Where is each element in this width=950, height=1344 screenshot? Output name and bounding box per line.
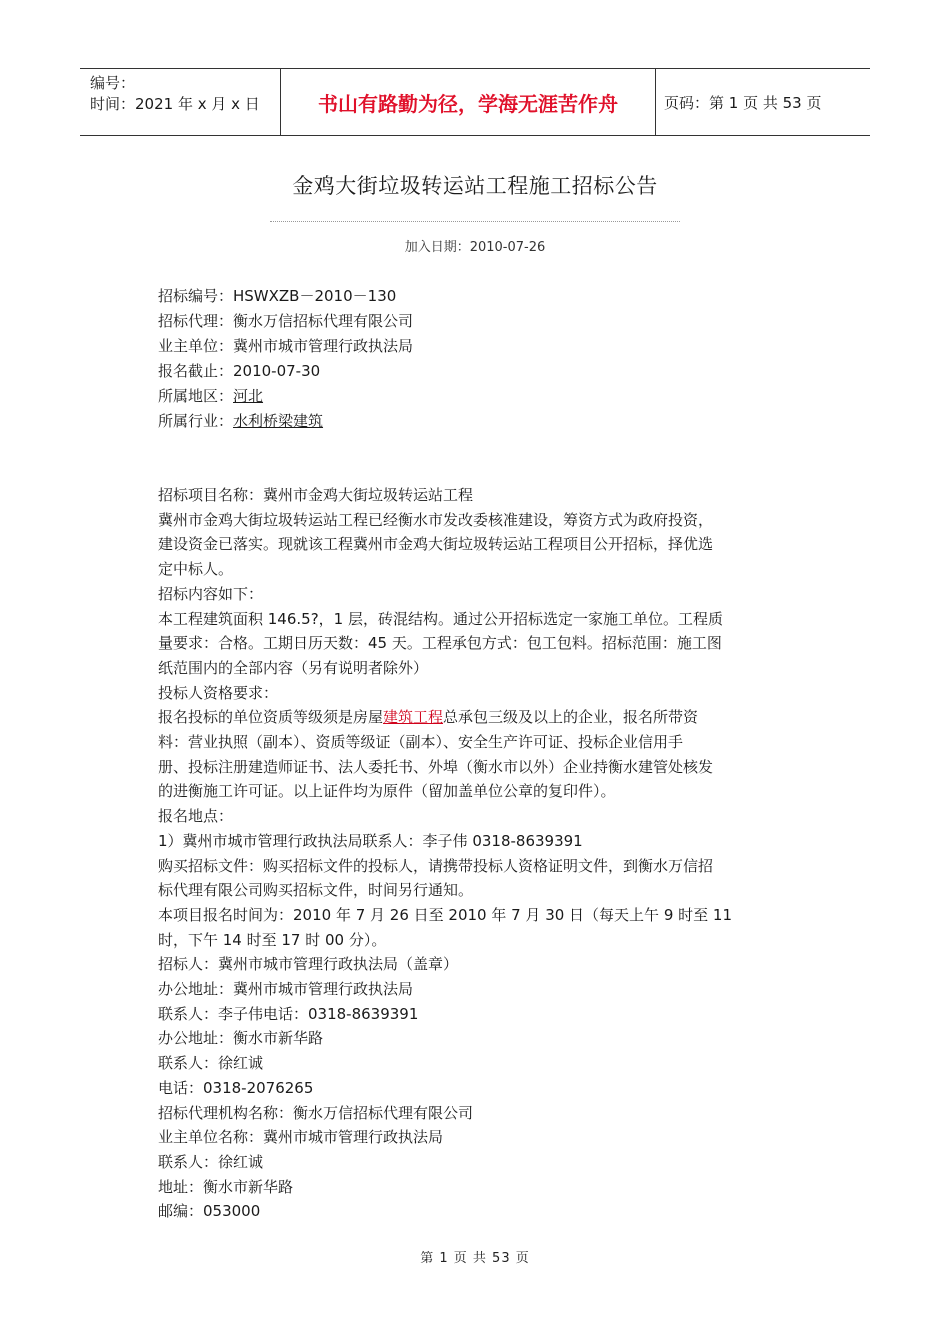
body-line: 料：营业执照（副本）、资质等级证（副本）、安全生产许可证、投标企业信用手	[158, 733, 684, 752]
body-line: 办公地址：冀州市城市管理行政执法局	[158, 980, 414, 999]
body-line: 时，下午 14 时至 17 时 00 分）。	[158, 930, 387, 949]
page-footer: 第 1 页 共 53 页	[420, 1251, 530, 1266]
body-line: 1）冀州市城市管理行政执法局联系人：李子伟 0318-8639391	[158, 831, 583, 850]
body-line: 标代理有限公司购买招标文件，时间另行通知。	[158, 881, 474, 900]
body-text: 报名投标的单位资质等级须是房屋	[158, 708, 384, 727]
bid-number: 招标编号：HSWXZB－2010－130	[158, 287, 397, 305]
body-line: 联系人：徐红诚	[158, 1152, 264, 1171]
body-line: 电话：0318-2076265	[158, 1078, 314, 1097]
body-line: 册、投标注册建造师证书、法人委托书、外埠（衡水市以外）企业持衡水建管处核发	[158, 757, 714, 776]
time-line: 时间：2021 年 x 月 x 日	[90, 95, 260, 113]
body-line: 联系人：李子伟电话：0318-8639391	[158, 1004, 419, 1023]
body-line: 的进衡施工许可证。以上证件均为原件（留加盖单位公章的复印件）。	[158, 782, 616, 801]
body-line: 地址：衡水市新华路	[158, 1177, 294, 1196]
page-title: 金鸡大街垃圾转运站工程施工招标公告	[292, 174, 658, 198]
industry-link[interactable]: 水利桥梁建筑	[233, 412, 324, 430]
industry-label: 所属行业：	[158, 412, 234, 430]
region-row	[158, 384, 798, 409]
body-line: 本项目报名时间为：2010 年 7 月 26 日至 2010 年 7 月 30 日（每天上午 9 时至 11	[158, 905, 732, 924]
body-line: 招标代理机构名称：衡水万信招标代理有限公司	[158, 1103, 474, 1122]
body-line: 招标内容如下：	[158, 584, 264, 603]
body-line: 本工程建筑面积 146.5?，1 层，砖混结构。通过公开招标选定一家施工单位。工程质	[158, 609, 723, 628]
construction-link[interactable]: 建筑工程	[383, 708, 444, 727]
number-label: 编号：	[90, 74, 136, 92]
bid-agent: 招标代理：衡水万信招标代理有限公司	[158, 312, 414, 330]
publish-date: 加入日期：2010-07-26	[404, 240, 546, 255]
body-line: 报名地点：	[158, 807, 234, 826]
header-page-info: 页码：第 1 页 共 53 页	[664, 93, 822, 112]
announcement-body	[158, 483, 798, 1224]
body-line: 购买招标文件：购买招标文件的投标人，请携带投标人资格证明文件，到衡水万信招	[158, 856, 714, 875]
body-line: 建设资金已落实。现就该工程冀州市金鸡大街垃圾转运站工程项目公开招标，择优选	[158, 535, 714, 554]
deadline: 报名截止：2010-07-30	[158, 362, 321, 380]
industry-row	[158, 409, 798, 434]
body-line: 邮编：053000	[158, 1202, 261, 1221]
region-link[interactable]: 河北	[233, 387, 264, 405]
body-line: 冀州市金鸡大街垃圾转运站工程已经衡水市发改委核准建设，筹资方式为政府投资，	[158, 510, 714, 529]
title-divider	[270, 221, 680, 222]
header-motto: 书山有路勤为径，学海无涯苦作舟	[280, 69, 656, 135]
region-label: 所属地区：	[158, 387, 234, 405]
body-line: 办公地址：衡水市新华路	[158, 1029, 324, 1048]
body-line: 招标人：冀州市城市管理行政执法局（盖章）	[158, 955, 459, 974]
body-line: 业主单位名称：冀州市城市管理行政执法局	[158, 1128, 444, 1147]
body-line: 联系人：徐红诚	[158, 1054, 264, 1073]
bid-meta	[158, 284, 798, 434]
body-line: 招标项目名称：冀州市金鸡大街垃圾转运站工程	[158, 486, 474, 504]
owner-unit: 业主单位：冀州市城市管理行政执法局	[158, 337, 414, 355]
body-line	[158, 705, 798, 730]
body-line: 定中标人。	[158, 560, 234, 579]
page-header	[80, 68, 870, 136]
body-line: 投标人资格要求：	[158, 683, 279, 702]
header-meta	[80, 69, 280, 135]
body-text: 总承包三级及以上的企业，报名所带资	[443, 708, 699, 727]
body-line: 量要求：合格。工期日历天数：45 天。工程承包方式：包工包料。招标范围：施工图	[158, 634, 722, 653]
body-line: 纸范围内的全部内容（另有说明者除外）	[158, 658, 429, 677]
